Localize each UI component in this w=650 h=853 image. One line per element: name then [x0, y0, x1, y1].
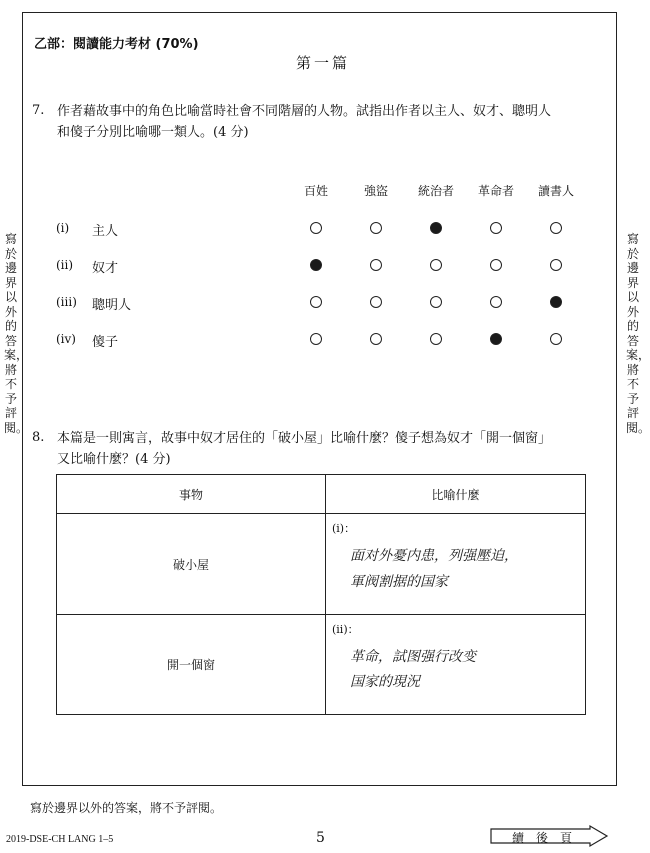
- row-label: 傻子: [92, 335, 119, 350]
- footer-note: 寫於邊界以外的答案，將不予評閱。: [30, 801, 223, 815]
- row-number: (ii): [56, 258, 74, 272]
- answer-bubble[interactable]: [370, 259, 382, 271]
- row-label: 聰明人: [92, 298, 132, 313]
- handwritten-answer: 軍阀割据的国家: [350, 574, 448, 590]
- right-margin-note: 寫於邊界以外的答案，將不予評閱。: [626, 232, 650, 435]
- chapter-title: 第一篇: [295, 54, 350, 72]
- answer-bubble[interactable]: [550, 296, 562, 308]
- answer-bubble[interactable]: [430, 296, 442, 308]
- answer-bubble[interactable]: [490, 222, 502, 234]
- q8-text-line1: 本篇是一則寓言，故事中奴才居住的「破小屋」比喻什麼？傻子想為奴才「開一個窗」: [57, 431, 552, 446]
- q8-text-line2: 又比喻什麼？(4 分): [57, 452, 171, 467]
- handwritten-answer: 革命，試图强行改变: [350, 649, 476, 665]
- page-number: 5: [316, 830, 325, 846]
- answer-bubble[interactable]: [550, 222, 562, 234]
- table-item-cell: 開一個窗: [57, 615, 326, 715]
- answer-bubble[interactable]: [310, 296, 322, 308]
- answer-tag: (ii)：: [332, 623, 359, 636]
- column-header: 百姓: [303, 184, 328, 198]
- answer-bubble[interactable]: [430, 222, 442, 234]
- q7-text-line1: 作者藉故事中的角色比喻當時社會不同階層的人物。試指出作者以主人、奴才、聰明人: [57, 104, 552, 119]
- column-header: 革命者: [477, 184, 514, 198]
- next-page-label: 續後頁: [512, 831, 585, 845]
- q7-text-line2: 和傻子分別比喻哪一類人。(4 分): [57, 125, 249, 140]
- answer-bubble[interactable]: [310, 333, 322, 345]
- answer-bubble[interactable]: [550, 333, 562, 345]
- column-header: 強盜: [363, 184, 388, 198]
- row-number: (i): [56, 221, 70, 235]
- row-label: 奴才: [92, 261, 119, 276]
- answer-bubble[interactable]: [310, 222, 322, 234]
- table-item-cell: 破小屋: [57, 514, 326, 615]
- answer-bubble[interactable]: [490, 259, 502, 271]
- column-header: 讀書人: [537, 184, 574, 198]
- table-header-item: 事物: [57, 475, 326, 514]
- q8-number: 8.: [32, 430, 45, 445]
- answer-tag: (i)：: [332, 522, 356, 535]
- answer-box-ii[interactable]: [326, 615, 586, 715]
- section-label: 乙部：閱讀能力考材 (70%): [34, 37, 199, 52]
- handwritten-answer: 国家的現況: [350, 674, 420, 690]
- column-header: 統治者: [417, 184, 454, 198]
- answer-bubble[interactable]: [430, 259, 442, 271]
- left-margin-note: 寫於邊界以外的答案，將不予評閱。: [4, 232, 29, 435]
- table-header-meaning: 比喻什麼: [326, 475, 586, 514]
- answer-bubble[interactable]: [370, 296, 382, 308]
- answer-bubble[interactable]: [370, 222, 382, 234]
- answer-table: [56, 474, 586, 715]
- answer-box-i[interactable]: [326, 514, 586, 615]
- paper-code: 2019-DSE-CH LANG 1–5: [6, 834, 114, 845]
- answer-bubble[interactable]: [370, 333, 382, 345]
- row-number: (iv): [56, 332, 76, 346]
- row-number: (iii): [56, 295, 77, 309]
- answer-bubble[interactable]: [550, 259, 562, 271]
- answer-bubble[interactable]: [310, 259, 322, 271]
- next-page-arrow: [490, 826, 608, 846]
- answer-bubble[interactable]: [430, 333, 442, 345]
- handwritten-answer: 面对外憂内患，列强壓迫，: [350, 548, 518, 564]
- row-label: 主人: [92, 224, 119, 239]
- answer-bubble[interactable]: [490, 296, 502, 308]
- answer-bubble[interactable]: [490, 333, 502, 345]
- q7-number: 7.: [32, 103, 45, 118]
